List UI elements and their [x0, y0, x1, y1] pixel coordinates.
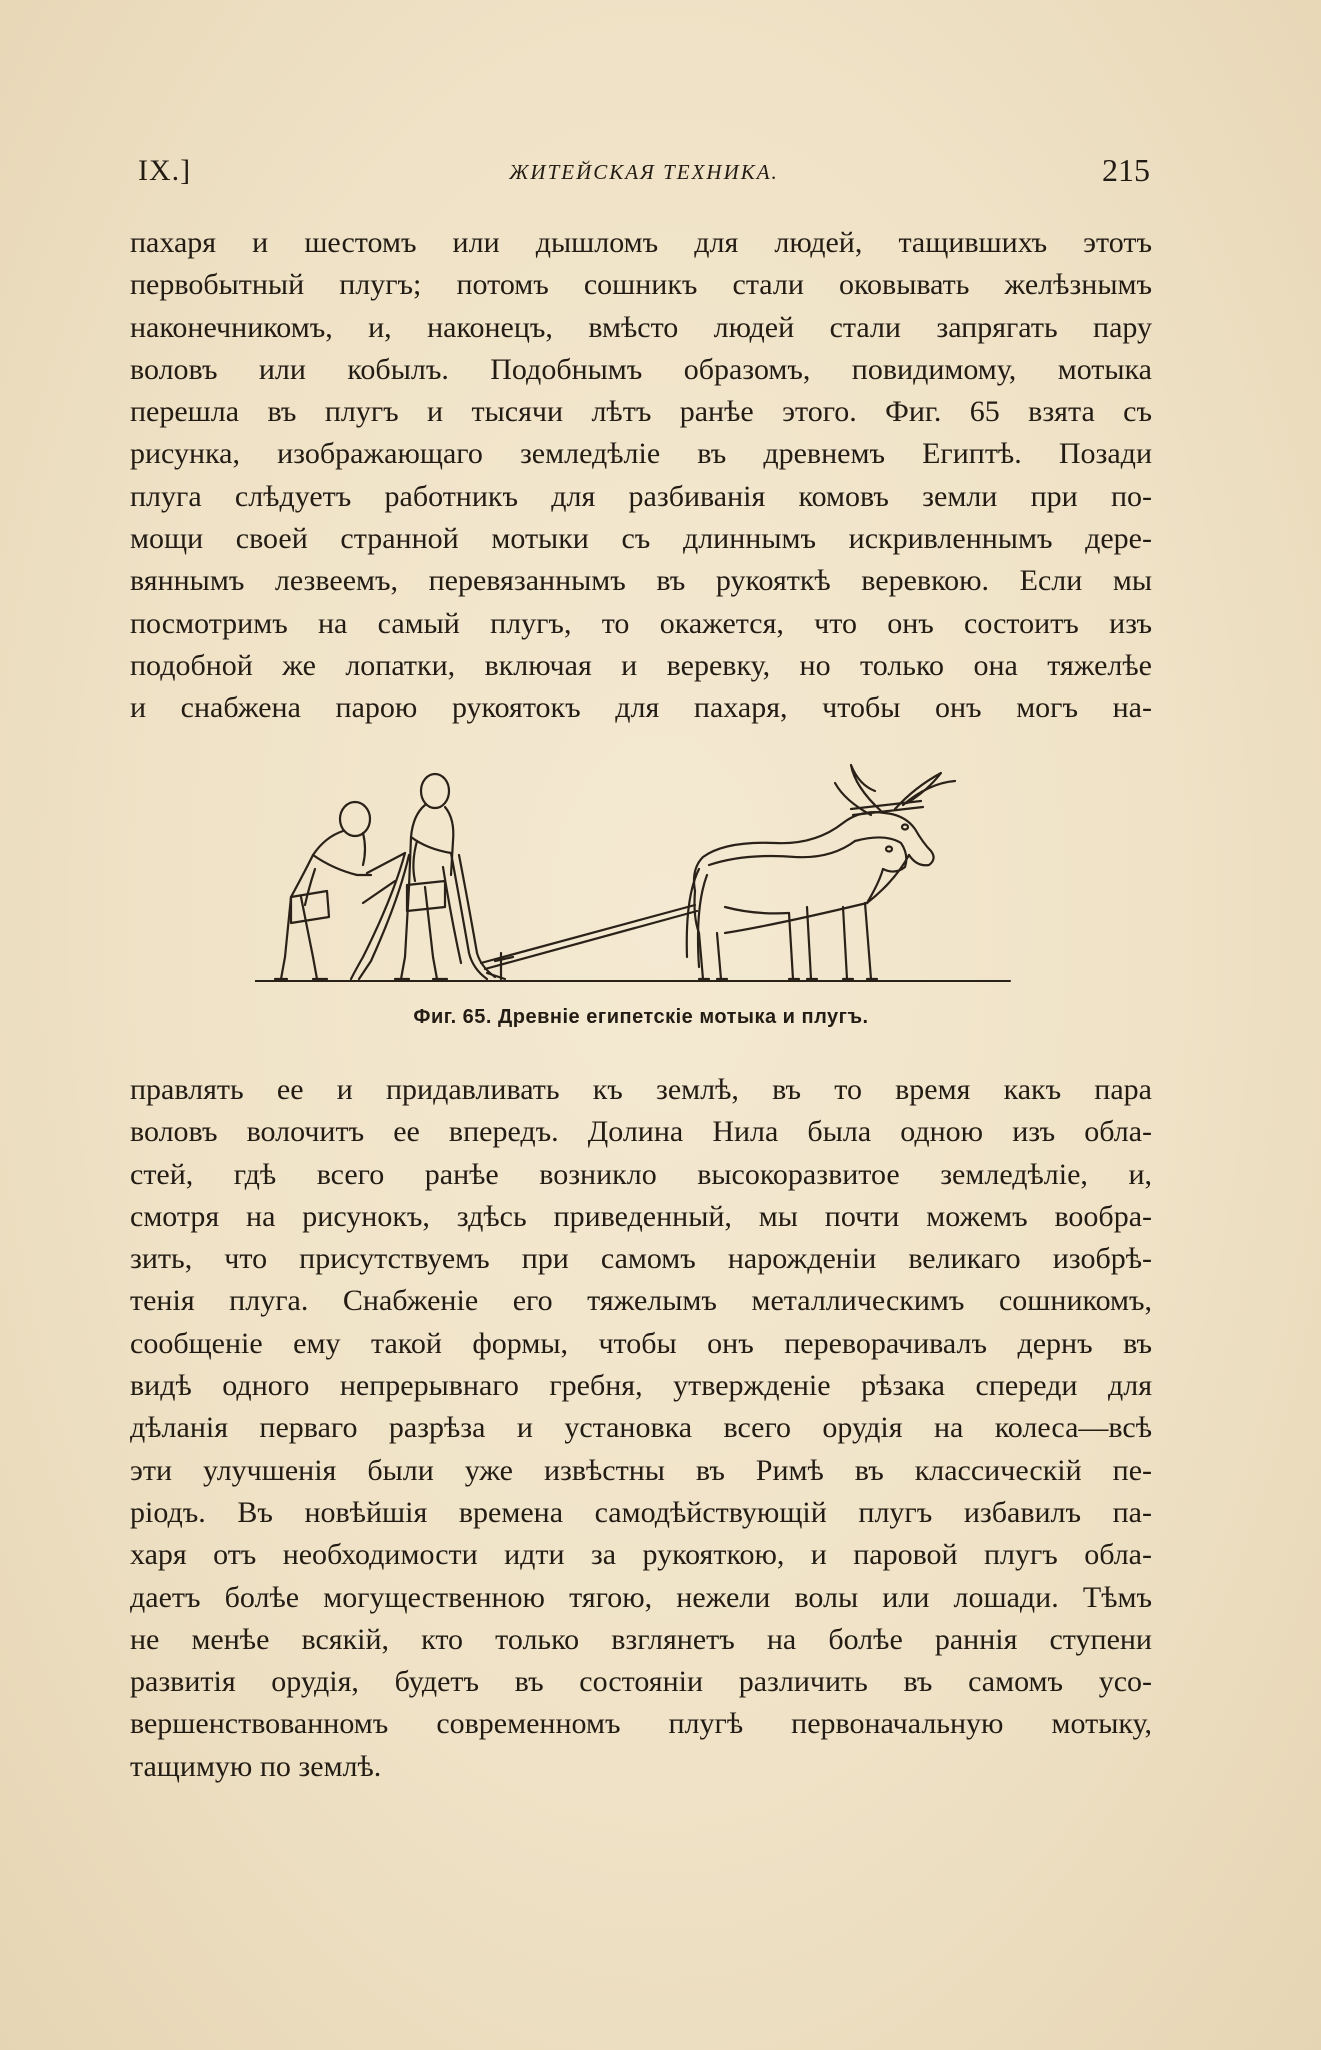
text-line: видѣ одного непрерывнаго гребня, утвержденіе рѣзака спереди для: [130, 1369, 1152, 1403]
text-line: воловъ волочитъ ее впередъ. Долина Нила была одною изъ обла-: [130, 1115, 1152, 1149]
hoe-tool: [351, 853, 409, 979]
text-line: смотря на рисунокъ, здѣсь приведенный, мы почти можемъ вообра-: [130, 1199, 1152, 1233]
text-line: первобытный плугъ; потомъ сошникъ стали оковывать желѣзнымъ: [130, 268, 1152, 302]
text-line: перешла въ плугъ и тысячи лѣтъ ранѣе этого. Фиг. 65 взята съ: [130, 395, 1152, 429]
paragraph-2: [130, 1069, 1152, 1788]
text-line: харя отъ необходимости идти за рукояткою, и паровой плугъ обла-: [130, 1538, 1152, 1572]
text-line: ріодъ. Въ новѣйшія времена самодѣйствующій плугъ избавилъ па-: [130, 1495, 1152, 1529]
running-title: ЖИТЕЙСКАЯ ТЕХНИКА.: [509, 160, 779, 184]
text-line: вяннымъ лезвеемъ, перевязаннымъ въ рукояткѣ веревкою. Если мы: [130, 564, 1152, 598]
figure-caption: Фиг. 65. Древніе египетскіе мотыка и плугъ.: [413, 1006, 869, 1028]
plough-tool: [443, 853, 697, 979]
running-head: [138, 150, 1150, 194]
text-line: не менѣе всякій, кто только взглянетъ на болѣе раннія ступени: [130, 1622, 1152, 1656]
text-line: плуга слѣдуетъ работникъ для разбиванія комовъ земли при по-: [130, 479, 1152, 513]
text-line: наконечникомъ, и, наконецъ, вмѣсто людей стали запрягать пару: [130, 310, 1152, 344]
hoe-worker-figure: [275, 802, 371, 979]
text-line: и снабжена парою рукоятокъ для пахаря, чтобы онъ могъ на-: [130, 691, 1152, 725]
text-line: правлять ее и придавливать къ землѣ, въ то время какъ пара: [130, 1073, 1152, 1106]
chapter-marker: IX.]: [138, 154, 192, 187]
text-line: стей, гдѣ всего ранѣе возникло высокоразвитое земледѣліе, и,: [130, 1157, 1152, 1191]
text-line: дѣланія перваго разрѣза и установка всего орудія на колеса—всѣ: [130, 1411, 1152, 1445]
oxen-figure: [687, 765, 955, 979]
paragraph-1: [130, 222, 1152, 730]
text-line: рисунка, изображающаго земледѣліе въ древнемъ Египтѣ. Позади: [130, 437, 1152, 471]
figure-egyptian-plough: [255, 757, 1015, 997]
text-line: мощи своей странной мотыки съ длиннымъ искривленнымъ дере-: [130, 522, 1152, 556]
text-line: эти улучшенія были уже извѣстны въ Римѣ въ классическій пе-: [130, 1453, 1152, 1487]
text-line: даетъ болѣе могущественною тягою, нежели волы или лошади. Тѣмъ: [130, 1580, 1152, 1614]
text-line: вершенствованномъ современномъ плугѣ первоначальную мотыку,: [130, 1707, 1152, 1741]
text-line: зить, что присутствуемъ при самомъ нарожденіи великаго изобрѣ-: [130, 1242, 1152, 1276]
page-number: 215: [1102, 152, 1150, 188]
text-line: пахаря и шестомъ или дышломъ для людей, тащившихъ этотъ: [130, 226, 1152, 259]
plough-illustration: [255, 757, 1015, 997]
text-line: сообщеніе ему такой формы, чтобы онъ переворачивалъ дернъ въ: [130, 1326, 1152, 1360]
text-line: подобной же лопатки, включая и веревку, но только она тяжелѣе: [130, 648, 1152, 682]
text-line: развитія орудія, будетъ въ состояніи различить въ самомъ усо-: [130, 1665, 1152, 1699]
text-line: посмотримъ на самый плугъ, то окажется, что онъ состоитъ изъ: [130, 606, 1152, 640]
text-line: тенія плуга. Снабженіе его тяжелымъ металлическимъ сошникомъ,: [130, 1284, 1152, 1318]
text-line: тащимую по землѣ.: [130, 1749, 382, 1783]
text-line: воловъ или кобылъ. Подобнымъ образомъ, повидимому, мотыка: [130, 352, 1152, 386]
